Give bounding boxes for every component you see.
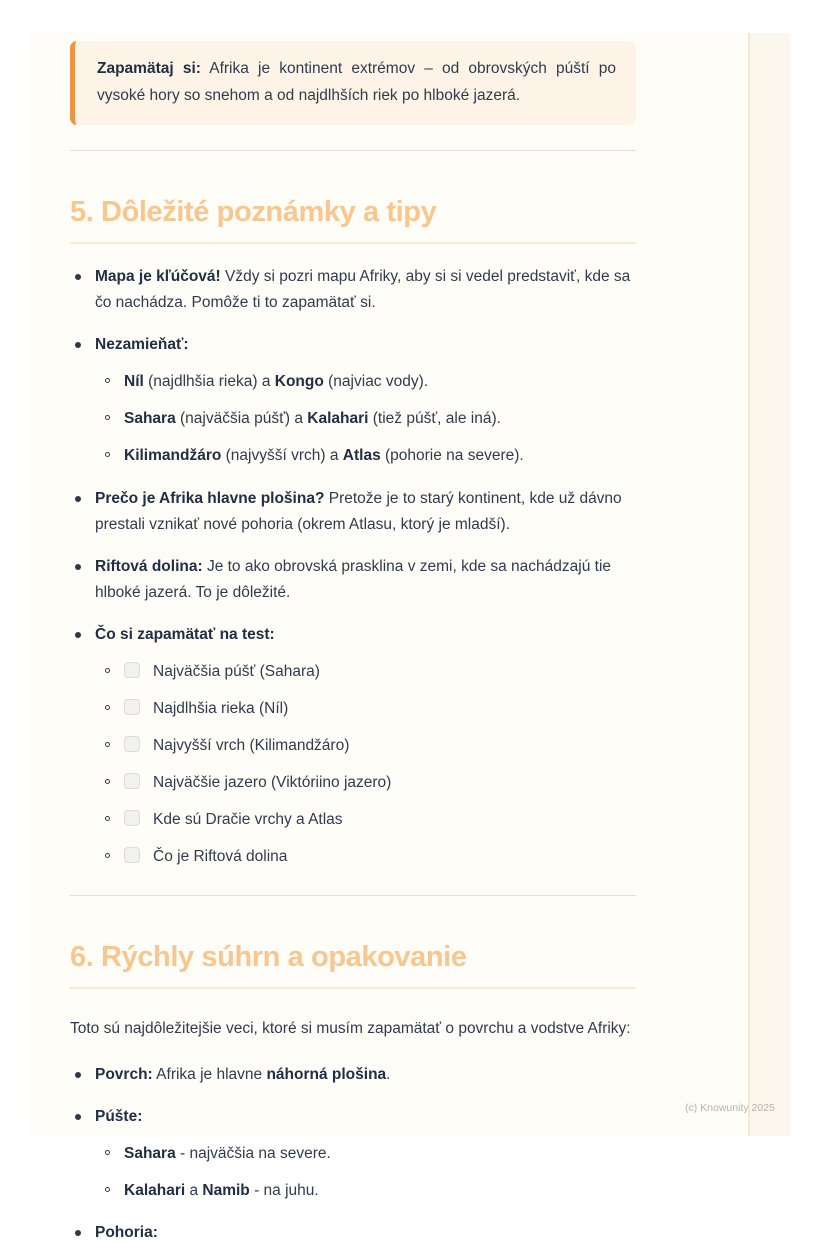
sub-bullet-item: [105, 406, 636, 432]
regular-text: Afrika je hlavne: [152, 1065, 267, 1083]
bold-text: Púšte:: [95, 1107, 143, 1125]
list-item-text: [95, 264, 636, 316]
bullet-marker-icon: [75, 496, 81, 502]
circle-marker-icon: [105, 1187, 110, 1192]
checklist-label: Najväčšie jazero (Viktóriino jazero): [153, 773, 392, 791]
checklist-item: [105, 659, 636, 685]
bullet-marker-icon: [75, 342, 81, 348]
bold-text: náhorná plošina: [266, 1065, 387, 1083]
bold-text: Kalahari: [124, 1181, 186, 1199]
bullet-item: [75, 486, 636, 538]
circle-marker-icon: [105, 779, 110, 784]
checkbox[interactable]: [124, 662, 140, 678]
regular-text: (pohorie na severe).: [380, 447, 524, 465]
bold-text: Kilimandžáro: [124, 447, 222, 465]
list-item-text: [95, 622, 636, 648]
page-content: [70, 33, 636, 1246]
section5-heading: 5. Dôležité poznámky a tipy: [70, 196, 636, 244]
checkbox[interactable]: [124, 773, 140, 789]
bold-text: Sahara: [124, 1144, 176, 1162]
section6-list: [70, 1062, 636, 1246]
bullet-item: [75, 1220, 636, 1246]
checklist-label: Čo je Riftová dolina: [153, 847, 288, 865]
page-seam-line: [748, 33, 790, 1136]
section-divider: [70, 150, 636, 151]
checkbox[interactable]: [124, 810, 140, 826]
circle-marker-icon: [105, 816, 110, 821]
circle-marker-icon: [105, 853, 110, 858]
circle-marker-icon: [105, 742, 110, 747]
list-item-text: [95, 332, 636, 358]
bullet-marker-icon: [75, 1072, 81, 1078]
bullet-item: [75, 622, 636, 648]
sub-bullet-item: [105, 369, 636, 395]
sub-bullet-item: [105, 1141, 636, 1167]
list-item-text: [95, 1220, 636, 1246]
bold-text: Prečo je Afrika hlavne plošina?: [95, 489, 325, 507]
sub-bullet-item: [105, 443, 636, 469]
section6-heading: 6. Rýchly súhrn a opakovanie: [70, 941, 636, 989]
circle-marker-icon: [105, 1150, 110, 1155]
regular-text: - na juhu.: [249, 1181, 319, 1199]
circle-marker-icon: [105, 378, 110, 383]
checklist-label: Najvyšší vrch (Kilimandžáro): [153, 736, 350, 754]
bullet-item: [75, 1104, 636, 1130]
bold-text: Kongo: [274, 373, 324, 391]
checklist-item: [105, 733, 636, 759]
bold-text: Pohoria:: [95, 1223, 158, 1241]
circle-marker-icon: [105, 705, 110, 710]
bullet-marker-icon: [75, 632, 81, 638]
list-item-text: [124, 369, 636, 395]
callout-text: Afrika je kontinent extrémov – od obrovských púští po vysoké hory so snehom a od najdlhších riek po hlboké jazerá.: [97, 60, 616, 104]
checklist-item: [105, 770, 636, 796]
regular-text: Vždy si pozri mapu Afriky, aby si si vedel predstaviť, kde sa čo nachádza. Pomôže ti to zapamätať si.: [95, 268, 631, 312]
bold-text: Mapa je kľúčová!: [95, 268, 221, 286]
checkbox[interactable]: [124, 699, 140, 715]
list-item-text: [124, 1178, 636, 1204]
bullet-marker-icon: [75, 1230, 81, 1236]
regular-text: Pretože je to starý kontinent, kde už dávno prestali vznikať nové pohoria (okrem Atlasu, ktorý je mladší).: [95, 489, 622, 533]
regular-text: (najviac vody).: [323, 373, 429, 391]
list-item-text: [124, 406, 636, 432]
circle-marker-icon: [105, 668, 110, 673]
bullet-item: [75, 332, 636, 358]
callout-label: Zapamätaj si:: [97, 60, 201, 77]
bold-text: Níl: [124, 373, 144, 391]
bold-text: Namib: [202, 1181, 250, 1199]
bullet-marker-icon: [75, 564, 81, 570]
regular-text: .: [386, 1065, 391, 1083]
copyright-footer: (c) Knowunity 2025: [685, 1102, 775, 1114]
regular-text: (najdlhšia rieka) a: [143, 373, 275, 391]
checkbox[interactable]: [124, 736, 140, 752]
circle-marker-icon: [105, 415, 110, 420]
bullet-marker-icon: [75, 1114, 81, 1120]
checklist-label: Najväčšia púšť (Sahara): [153, 662, 320, 680]
list-item-text: [95, 1062, 636, 1088]
list-item-text: [124, 1141, 636, 1167]
bold-text: Nezamieňať:: [95, 336, 189, 354]
sub-bullet-item: [105, 1178, 636, 1204]
bullet-item: [75, 1062, 636, 1088]
bullet-marker-icon: [75, 274, 81, 280]
bold-text: Atlas: [342, 447, 381, 465]
checklist-label: Najdlhšia rieka (Níl): [153, 699, 289, 717]
document-page: [30, 33, 790, 1241]
section6-intro: Toto sú najdôležitejšie veci, ktoré si musím zapamätať o povrchu a vodstve Afriky:: [70, 1019, 631, 1037]
bold-text: Riftová dolina:: [95, 557, 203, 575]
bullet-item: [75, 554, 636, 606]
bold-text: Sahara: [124, 410, 176, 428]
checklist-item: [105, 844, 636, 870]
list-item-text: [95, 486, 636, 538]
circle-marker-icon: [105, 452, 110, 457]
bold-text: Kalahari: [307, 410, 369, 428]
bold-text: Čo si zapamätať na test:: [95, 625, 275, 643]
regular-text: - najväčšia na severe.: [175, 1144, 331, 1162]
regular-text: (najvyšší vrch) a: [221, 447, 343, 465]
checklist-item: [105, 696, 636, 722]
section-divider: [70, 895, 636, 896]
list-item-text: [95, 1104, 636, 1130]
regular-text: a: [185, 1181, 203, 1199]
section5-list: [70, 264, 636, 870]
regular-text: (tiež púšť, ale iná).: [368, 410, 501, 428]
checklist-item: [105, 807, 636, 833]
checkbox[interactable]: [124, 847, 140, 863]
regular-text: Je to ako obrovská prasklina v zemi, kde sa nachádzajú tie hlboké jazerá. To je dôležité.: [95, 557, 612, 601]
callout-note: [70, 41, 636, 125]
list-item-text: [124, 443, 636, 469]
bold-text: Povrch:: [95, 1065, 153, 1083]
checklist-label: Kde sú Dračie vrchy a Atlas: [153, 810, 343, 828]
list-item-text: [95, 554, 636, 606]
regular-text: (najväčšia púšť) a: [175, 410, 308, 428]
bullet-item: [75, 264, 636, 316]
